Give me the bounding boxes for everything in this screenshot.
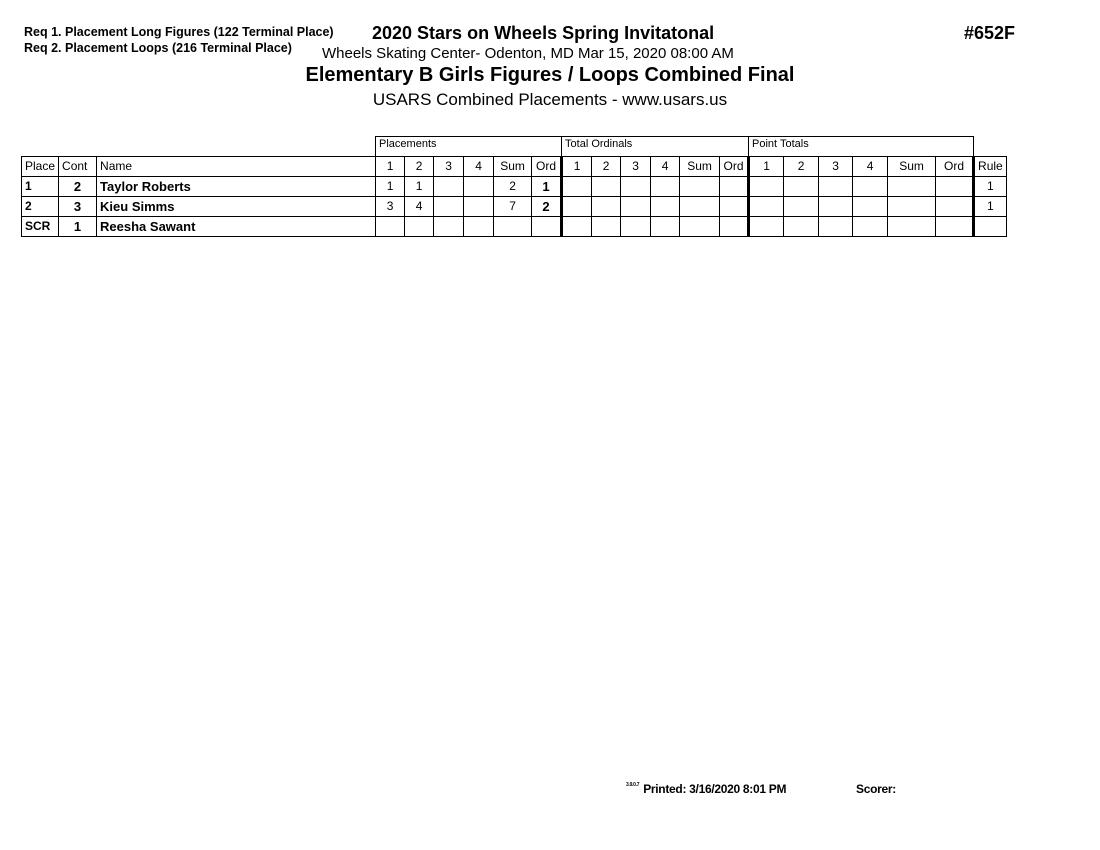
point-total-cell (936, 217, 974, 237)
placement-3-cell (434, 217, 464, 237)
total-ordinal-cell (621, 177, 651, 197)
placement-4-cell (464, 197, 494, 217)
column-header: 2 (784, 157, 819, 177)
placement-sum-cell: 7 (494, 197, 532, 217)
total-ordinal-cell (562, 217, 592, 237)
column-header-row (22, 157, 1007, 177)
placement-3-cell (434, 197, 464, 217)
point-total-cell (853, 217, 888, 237)
cont-cell: 1 (59, 217, 97, 237)
results-body (22, 177, 1007, 237)
point-total-cell (749, 197, 784, 217)
column-header: Sum (680, 157, 720, 177)
cont-cell: 2 (59, 177, 97, 197)
requirement-2: Req 2. Placement Loops (216 Terminal Place) (24, 41, 292, 55)
requirement-1: Req 1. Placement Long Figures (122 Terminal Place) (24, 25, 334, 39)
point-total-cell (936, 197, 974, 217)
column-header: 1 (749, 157, 784, 177)
column-header: 3 (434, 157, 464, 177)
column-header: Ord (720, 157, 749, 177)
name-cell: Kieu Simms (97, 197, 376, 217)
table-row (22, 217, 1007, 237)
total-ordinal-cell (720, 217, 749, 237)
total-ordinal-cell (592, 177, 621, 197)
event-title: Elementary B Girls Figures / Loops Combined Final (305, 64, 795, 86)
column-header: Sum (888, 157, 936, 177)
name-cell: Reesha Sawant (97, 217, 376, 237)
column-header: Rule (974, 157, 1007, 177)
column-header: 2 (405, 157, 434, 177)
point-total-cell (784, 177, 819, 197)
placement-2-cell: 1 (405, 177, 434, 197)
results-table (21, 136, 1007, 237)
place-cell: 1 (22, 177, 59, 197)
placement-1-cell: 3 (376, 197, 405, 217)
point-total-cell (749, 217, 784, 237)
column-header: 4 (651, 157, 680, 177)
total-ordinal-cell (562, 197, 592, 217)
rule-cell: 1 (974, 197, 1007, 217)
total-ordinal-cell (680, 177, 720, 197)
point-total-cell (853, 177, 888, 197)
total-ordinal-cell (621, 217, 651, 237)
point-total-cell (784, 217, 819, 237)
total-ordinal-cell (720, 177, 749, 197)
column-header: 3 (819, 157, 853, 177)
event-code: #652F (964, 23, 1016, 43)
point-total-cell (888, 217, 936, 237)
rule-cell (974, 217, 1007, 237)
printed-timestamp (626, 782, 786, 796)
group-point-totals: Point Totals (749, 137, 974, 157)
column-header: 3 (621, 157, 651, 177)
place-cell: 2 (22, 197, 59, 217)
placement-2-cell: 4 (405, 197, 434, 217)
placement-3-cell (434, 177, 464, 197)
total-ordinal-cell (651, 177, 680, 197)
placement-ord-cell: 1 (532, 177, 562, 197)
cont-cell: 3 (59, 197, 97, 217)
column-header: 1 (376, 157, 405, 177)
rule-cell: 1 (974, 177, 1007, 197)
total-ordinal-cell (651, 217, 680, 237)
total-ordinal-cell (592, 197, 621, 217)
column-header: 2 (592, 157, 621, 177)
column-header: Place (22, 157, 59, 177)
placement-1-cell: 1 (376, 177, 405, 197)
total-ordinal-cell (592, 217, 621, 237)
total-ordinal-cell (720, 197, 749, 217)
placement-4-cell (464, 177, 494, 197)
competition-title: 2020 Stars on Wheels Spring Invitatonal (372, 23, 715, 43)
placement-1-cell (376, 217, 405, 237)
point-total-cell (888, 197, 936, 217)
placement-4-cell (464, 217, 494, 237)
table-row (22, 177, 1007, 197)
placement-ord-cell: 2 (532, 197, 562, 217)
total-ordinal-cell (651, 197, 680, 217)
point-total-cell (819, 177, 853, 197)
column-header: 1 (562, 157, 592, 177)
venue-line: Wheels Skating Center- Odenton, MD Mar 15, 2020 08:00 AM (322, 45, 734, 62)
version-number: 3.9.0.7 (626, 782, 640, 788)
point-total-cell (819, 217, 853, 237)
placement-ord-cell (532, 217, 562, 237)
column-header: Ord (936, 157, 974, 177)
point-total-cell (819, 197, 853, 217)
subtitle: USARS Combined Placements - www.usars.us (372, 90, 728, 109)
column-header: Cont (59, 157, 97, 177)
point-total-cell (936, 177, 974, 197)
point-total-cell (888, 177, 936, 197)
total-ordinal-cell (680, 197, 720, 217)
column-header: Name (97, 157, 376, 177)
placement-sum-cell (494, 217, 532, 237)
placement-2-cell (405, 217, 434, 237)
column-header: 4 (853, 157, 888, 177)
printed-label: Printed: 3/16/2020 8:01 PM (643, 782, 787, 796)
scorer-label: Scorer: (856, 782, 896, 796)
column-header: Sum (494, 157, 532, 177)
group-placements: Placements (376, 137, 562, 157)
name-cell: Taylor Roberts (97, 177, 376, 197)
point-total-cell (749, 177, 784, 197)
place-cell: SCR (22, 217, 59, 237)
group-header-row (22, 137, 1007, 157)
column-header: Ord (532, 157, 562, 177)
column-header: 4 (464, 157, 494, 177)
group-total-ordinals: Total Ordinals (562, 137, 749, 157)
total-ordinal-cell (562, 177, 592, 197)
point-total-cell (853, 197, 888, 217)
total-ordinal-cell (680, 217, 720, 237)
point-total-cell (784, 197, 819, 217)
table-row (22, 197, 1007, 217)
placement-sum-cell: 2 (494, 177, 532, 197)
total-ordinal-cell (621, 197, 651, 217)
